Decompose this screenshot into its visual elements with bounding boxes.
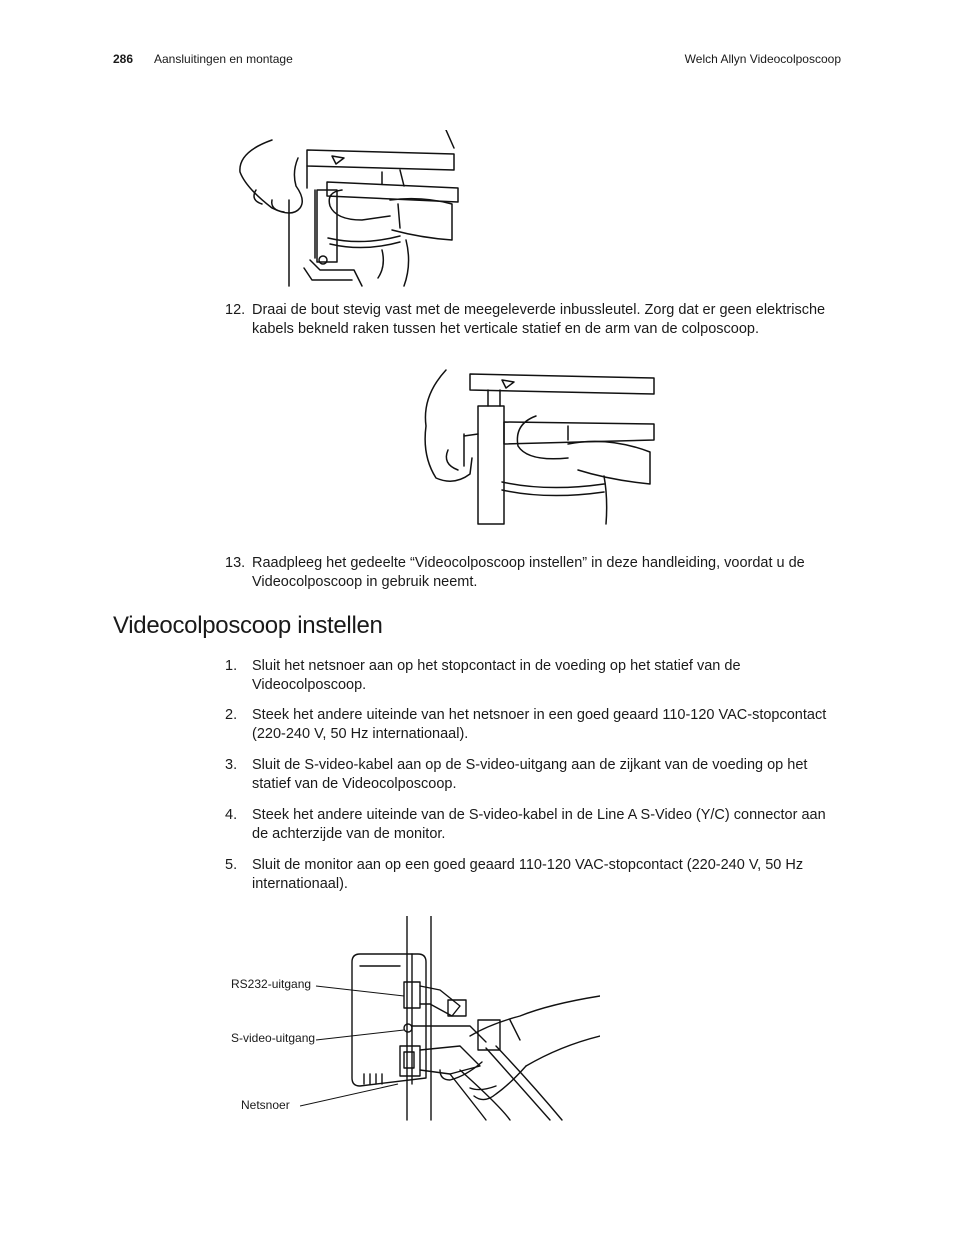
figure-tighten-bolt bbox=[418, 366, 658, 526]
step-text: Raadpleeg het gedeelte “Videocolposcoop instellen” in deze handleiding, voordat u de Videocolposcoop in gebruik neemt. bbox=[252, 555, 805, 590]
list-item bbox=[225, 554, 845, 592]
step-text: Sluit de monitor aan op een goed geaard 110-120 VAC-stopcontact (220-240 V, 50 Hz internationaal). bbox=[252, 857, 804, 892]
running-section-title: Aansluitingen en montage bbox=[154, 52, 293, 66]
callout-power-cord: Netsnoer bbox=[241, 1098, 290, 1112]
callout-s-video: S-video-uitgang bbox=[231, 1031, 316, 1045]
step-number: 2. bbox=[225, 707, 238, 723]
step-number: 12. bbox=[225, 302, 246, 318]
section-heading: Videocolposcoop instellen bbox=[113, 612, 383, 639]
step-text: Sluit de S-video-kabel aan op de S-video-uitgang aan de zijkant van de voeding op het statief van de Videocolposcoop. bbox=[252, 757, 808, 792]
page-number: 286 bbox=[113, 52, 134, 66]
list-item bbox=[225, 657, 845, 695]
list-item bbox=[225, 756, 845, 794]
step-number: 5. bbox=[225, 857, 238, 873]
step-text: Draai de bout stevig vast met de meegeleverde inbussleutel. Zorg dat er geen elektrische kabels bekneld raken tussen het verticale statief en de arm van de colposcoop. bbox=[252, 302, 826, 337]
step-number: 3. bbox=[225, 757, 238, 773]
figure-power-supply-connections bbox=[300, 916, 600, 1122]
step-text: Steek het andere uiteinde van de S-video-kabel in de Line A S-Video (Y/C) connector aan de achterzijde van de monitor. bbox=[252, 807, 826, 842]
list-item bbox=[225, 706, 845, 744]
running-document-title: Welch Allyn Videocolposcoop bbox=[684, 52, 841, 66]
step-text: Sluit het netsnoer aan op het stopcontact in de voeding op het statief van de Videocolposcoop. bbox=[252, 658, 741, 693]
page-header bbox=[113, 52, 841, 70]
list-item bbox=[225, 301, 845, 339]
step-number: 1. bbox=[225, 658, 238, 674]
step-text: Steek het andere uiteinde van het netsnoer in een goed geaard 110-120 VAC-stopcontact (220-240 V, 50 Hz internationaal). bbox=[252, 707, 827, 742]
list-item bbox=[225, 806, 845, 844]
list-item bbox=[225, 856, 845, 894]
step-number: 13. bbox=[225, 555, 246, 571]
callout-rs232: RS232-uitgang bbox=[231, 977, 312, 991]
figure-arm-mounting bbox=[232, 130, 460, 288]
step-number: 4. bbox=[225, 807, 238, 823]
